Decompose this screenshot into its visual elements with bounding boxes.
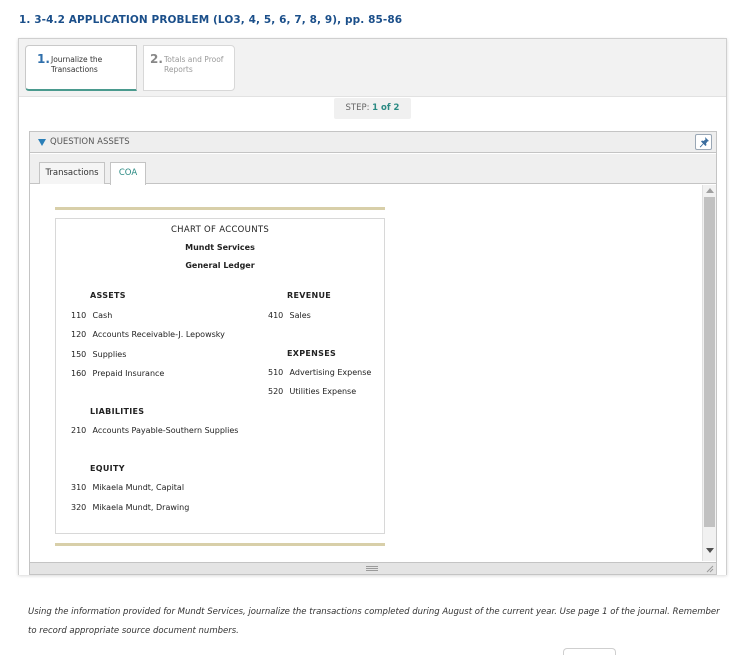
section-heading-liabilities: LIABILITIES	[90, 407, 145, 416]
step-2-label: Totals and Proof Reports	[164, 55, 224, 74]
section-heading-assets: ASSETS	[90, 291, 126, 300]
step-1-number: 1.	[37, 52, 50, 66]
bottom-button[interactable]	[563, 648, 616, 655]
tab-transactions[interactable]: Transactions	[39, 162, 105, 184]
section-heading-revenue: REVENUE	[287, 291, 332, 300]
account-row	[71, 503, 189, 512]
step-indicator-prefix: STEP:	[345, 103, 373, 113]
drag-grip-icon[interactable]	[366, 566, 378, 571]
coa-ledger: General Ledger	[185, 261, 255, 270]
account-name: Utilities Expense	[289, 387, 357, 396]
question-assets-panel	[29, 131, 717, 575]
account-row	[71, 369, 164, 378]
scroll-up-arrow-icon[interactable]	[706, 188, 714, 193]
asset-tabs	[30, 154, 716, 184]
scroll-thumb[interactable]	[704, 197, 715, 527]
account-row	[71, 311, 112, 320]
account-name: Cash	[92, 311, 113, 320]
problem-title: 1. 3-4.2 APPLICATION PROBLEM (LO3, 4, 5, 6, 7, 8, 9), pp. 85-86	[19, 14, 403, 26]
account-name: Prepaid Insurance	[92, 369, 165, 378]
step-1-label: Journalize the Transactions	[51, 55, 103, 74]
account-number: 410	[268, 311, 284, 320]
account-name: Accounts Receivable-J. Lepowsky	[92, 330, 225, 339]
account-number: 150	[71, 350, 87, 359]
account-number: 310	[71, 483, 87, 492]
tab-coa[interactable]: COA	[110, 162, 146, 185]
asset-content-area	[30, 185, 716, 561]
account-number: 110	[71, 311, 87, 320]
steps-bar	[19, 39, 726, 97]
problem-panel	[18, 38, 727, 575]
coa-bottom-rule	[55, 543, 385, 546]
coa-top-rule	[55, 207, 385, 210]
step-indicator-value: 1 of 2	[372, 103, 400, 113]
account-name: Advertising Expense	[289, 368, 372, 377]
collapse-triangle-icon[interactable]	[38, 139, 46, 146]
step-2-number: 2.	[150, 52, 163, 66]
chart-of-accounts	[55, 218, 385, 534]
account-row	[71, 350, 126, 359]
instructions-text: Using the information provided for Mundt Services, journalize the transactions completed during August of the current year. Use page 1 of the journal. Remember to record appropriate source document numbers.	[28, 607, 720, 636]
account-name: Mikaela Mundt, Capital	[92, 483, 185, 492]
step-1-tab[interactable]	[25, 45, 137, 91]
coa-title: CHART OF ACCOUNTS	[170, 225, 270, 235]
step-2-tab[interactable]	[143, 45, 235, 91]
question-assets-title: QUESTION ASSETS	[50, 137, 130, 147]
account-name: Accounts Payable-Southern Supplies	[92, 426, 239, 435]
account-number: 320	[71, 503, 87, 512]
account-row	[268, 368, 371, 377]
account-row	[71, 483, 184, 492]
account-row	[71, 426, 238, 435]
resize-corner-icon[interactable]	[706, 565, 714, 573]
panel-resize-bar[interactable]	[30, 562, 716, 574]
vertical-scrollbar[interactable]	[702, 185, 716, 561]
step-indicator	[334, 98, 411, 119]
section-heading-equity: EQUITY	[90, 464, 125, 473]
coa-company: Mundt Services	[185, 243, 255, 252]
pin-icon	[699, 137, 709, 148]
account-number: 210	[71, 426, 87, 435]
account-row	[71, 330, 225, 339]
account-number: 160	[71, 369, 87, 378]
pin-button[interactable]	[695, 134, 712, 150]
account-name: Sales	[289, 311, 311, 320]
account-number: 510	[268, 368, 284, 377]
account-name: Mikaela Mundt, Drawing	[92, 503, 190, 512]
account-number: 520	[268, 387, 284, 396]
scroll-down-arrow-icon[interactable]	[706, 548, 714, 553]
section-heading-expenses: EXPENSES	[287, 349, 337, 358]
account-number: 120	[71, 330, 87, 339]
account-name: Supplies	[92, 350, 127, 359]
account-row	[268, 311, 311, 320]
question-assets-header[interactable]	[30, 132, 716, 153]
account-row	[268, 387, 356, 396]
